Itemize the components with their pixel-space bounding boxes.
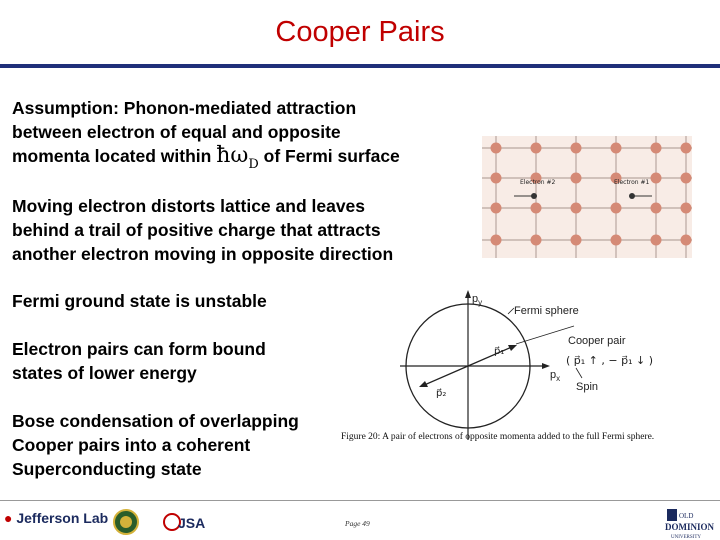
- lattice-atom: [491, 173, 502, 184]
- lattice-atom: [611, 235, 622, 246]
- title-divider: [0, 64, 720, 68]
- lattice-atom: [611, 203, 622, 214]
- jsa-logo-icon: [162, 508, 206, 536]
- py-label: $p_y$: [472, 293, 483, 307]
- doe-seal-icon: [112, 508, 140, 536]
- fermi-sphere-figure: [396, 284, 706, 448]
- lattice-atom: [571, 143, 582, 154]
- lattice-atom: [651, 235, 662, 246]
- svg-text:JSA: JSA: [178, 515, 206, 531]
- bound-states-paragraph: Electron pairs can form bound states of lower energy: [12, 339, 266, 383]
- p2-vector: [422, 366, 468, 386]
- spin-label: Spin: [576, 381, 599, 393]
- assumption-line-2: between electron of equal and opposite: [12, 122, 341, 142]
- electron-1-label: Electron #1: [614, 179, 650, 186]
- assumption-line-1: Assumption: Phonon-mediated attraction: [12, 98, 357, 118]
- lattice-atom: [681, 235, 692, 246]
- svg-text:OLD: OLD: [679, 512, 694, 520]
- fermi-sphere-label: Fermi sphere: [514, 305, 579, 317]
- lattice-atom: [651, 203, 662, 214]
- bose-condensation-paragraph: Bose condensation of overlapping Cooper pairs into a coherent Superconducting state: [12, 411, 299, 479]
- px-label: $p_x$: [550, 369, 561, 383]
- unstable-paragraph: Fermi ground state is unstable: [12, 291, 267, 311]
- lattice-atom: [491, 203, 502, 214]
- lattice-atom: [651, 143, 662, 154]
- assumption-paragraph: [12, 96, 400, 177]
- page-number: Page 49: [345, 519, 370, 528]
- lattice-atom: [531, 235, 542, 246]
- moving-electron-paragraph: Moving electron distorts lattice and leaves behind a trail of positive charge that attracts another electron moving in opposite direction: [12, 196, 394, 264]
- electron-2-label: Electron #2: [520, 179, 556, 186]
- odu-logo: [663, 506, 717, 540]
- lattice-atom: [491, 143, 502, 154]
- p2-label: p⃗₂: [436, 388, 447, 399]
- figure-caption: Figure 20: A pair of electrons of opposite momenta added to the full Fermi sphere.: [341, 432, 655, 442]
- jefferson-lab-logo: ● Jefferson Lab: [4, 510, 109, 526]
- lattice-atom: [571, 173, 582, 184]
- lattice-atom: [651, 173, 662, 184]
- slide-title: Cooper Pairs: [275, 16, 445, 48]
- p1-label: p⃗₁: [494, 346, 505, 357]
- footer-divider: [0, 500, 720, 501]
- svg-text:DOMINION: DOMINION: [665, 522, 714, 532]
- hbar-omega-formula: $ħ\omega_D$: [216, 143, 259, 172]
- lattice-atom: [491, 235, 502, 246]
- pair-notation: ( p⃗₁ ↑ , − p⃗₁ ↓ ): [566, 354, 653, 367]
- cooper-pair-label: Cooper pair: [568, 335, 626, 347]
- lattice-atom: [681, 173, 692, 184]
- assumption-line-3: momenta located within $ħ\omega_D$ of Fermi surface: [12, 144, 400, 177]
- lattice-atom: [611, 143, 622, 154]
- lattice-atom: [531, 203, 542, 214]
- lattice-atom: [681, 143, 692, 154]
- p1-vector: [468, 346, 514, 366]
- lattice-atom: [571, 203, 582, 214]
- lattice-distortion-figure: [482, 136, 692, 258]
- svg-text:UNIVERSITY: UNIVERSITY: [671, 535, 701, 540]
- lattice-atom: [681, 203, 692, 214]
- lattice-atom: [571, 235, 582, 246]
- lattice-atom: [531, 143, 542, 154]
